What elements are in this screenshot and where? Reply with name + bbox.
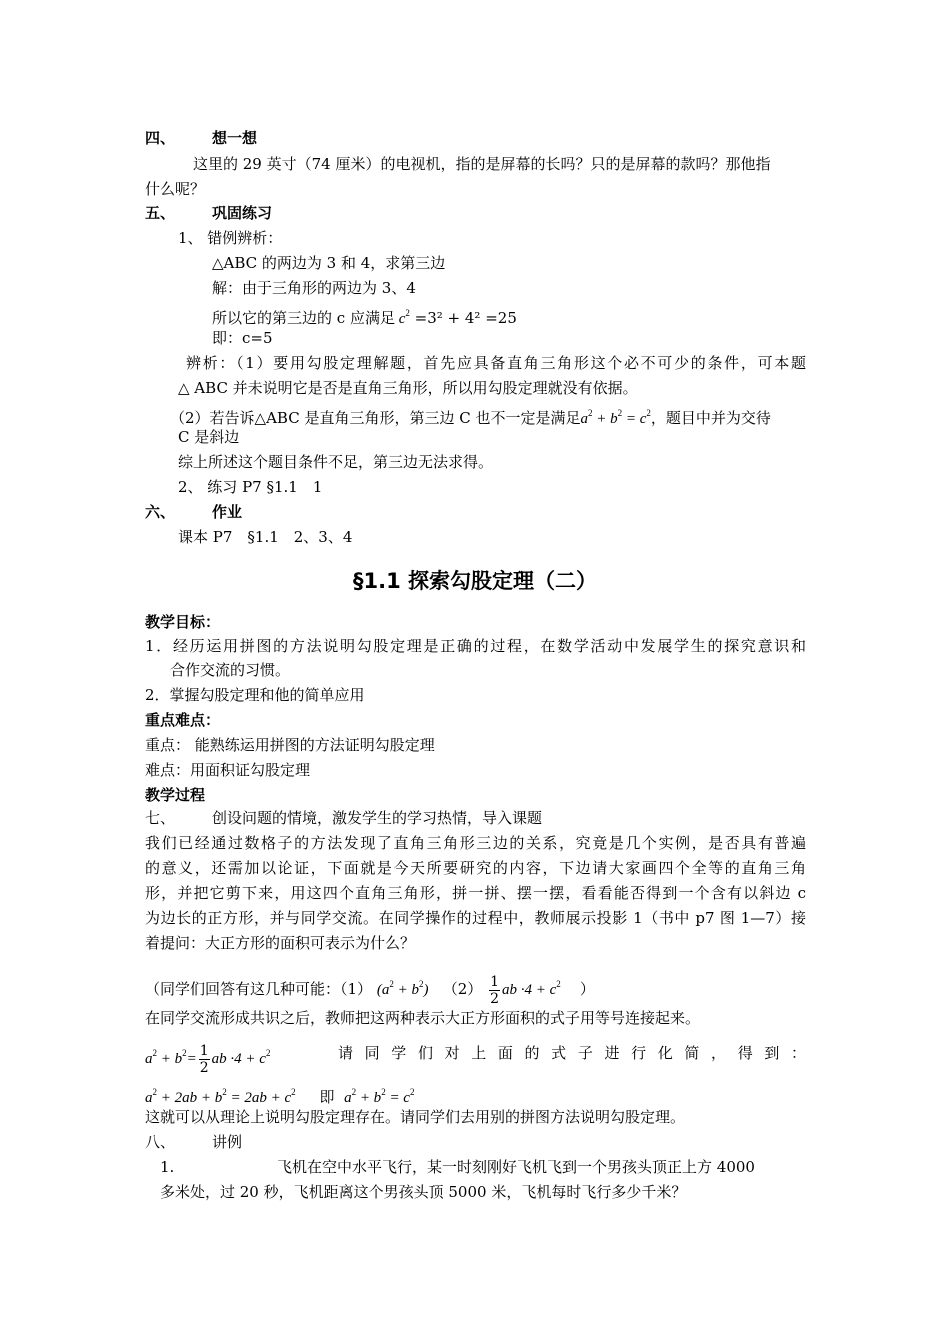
section-8-number: 八、: [145, 1133, 176, 1151]
question-1-line: 多米处，过 20 秒，飞机距离这个男孩头顶 5000 米，飞机每时飞行多少千米？: [160, 1183, 687, 1201]
exercise-1-solution: 解：由于三角形的两边为 3、4: [212, 279, 416, 297]
formula-pythagorean: $a^2 + b^2 = c^2$: [580, 408, 651, 427]
intro-line: 形，并把它剪下来，用这四个直角三角形，拼一拼、摆一摆，看看能否得到一个含有以斜边 c: [145, 884, 806, 902]
then-label: 即: [319, 1088, 335, 1106]
section-4-title: 想一想: [212, 129, 258, 147]
key-points-heading: 重点难点：: [145, 711, 221, 729]
equation-line: [145, 1035, 270, 1077]
paragraph-line: 这里的 29 英寸（74 厘米）的电视机，指的是屏幕的长吗？只的是屏幕的款吗？那他指: [193, 155, 771, 173]
answers-close: ）: [579, 980, 595, 998]
analysis-line: △ ABC 并未说明它是否是直角三角形，所以用勾股定理就没有依据。: [178, 379, 638, 397]
conclusion-line: 综上所述这个题目条件不足，第三边无法求得。: [178, 453, 494, 471]
exercise-1-so-line: [212, 303, 517, 329]
exercise-2: 2、 练习 P7 §1.1 1: [178, 478, 323, 496]
difficult-point: 难点：用面积证勾股定理: [145, 761, 311, 779]
section-6-title: 作业: [212, 503, 243, 521]
process-heading: 教学过程: [145, 786, 206, 804]
analysis-2-text: （2）若告诉△ABC 是直角三角形，第三边 C 也不一定是满足: [170, 409, 581, 427]
analysis-line-2: [170, 403, 771, 429]
exercise-1-so-expression: =3² + 4² =25: [414, 309, 517, 327]
section-6-number: 六、: [145, 503, 176, 521]
section-5-number: 五、: [145, 204, 176, 222]
intro-line: 为边长的正方形，并与同学交流。在同学操作的过程中，教师展示投影 1（书中 p7 图 1—7）接: [145, 909, 806, 927]
key-point: 重点： 能熟练运用拼图的方法证明勾股定理: [145, 736, 435, 754]
homework-line: 课本 P7 §1.1 2、3、4: [178, 528, 353, 546]
exercise-1-answer: 即：c=5: [212, 329, 273, 347]
formula-equation-rhs: ab $\cdot 4 + c^2$: [211, 1048, 271, 1067]
section-5-title: 巩固练习: [212, 204, 273, 222]
goal-line: 合作交流的习惯。: [170, 661, 291, 679]
intro-line: 的意义，还需加以论证，下面就是今天所要研究的内容，下边请大家画四个全等的直角三角: [145, 859, 806, 877]
exercise-1-so-text: 所以它的第三边的 c 应满足: [212, 309, 395, 327]
answers-text-2: （2）: [442, 980, 483, 998]
formula-result: $a^2 + b^2 = c^2$: [344, 1087, 415, 1106]
question-1-number: 1.: [160, 1158, 175, 1176]
answers-text: （同学们回答有这几种可能：（1）: [145, 980, 373, 998]
formula-answer-1: $(a^2 + b^2)$: [376, 979, 429, 998]
section-7-title: 创设问题的情境，激发学生的学习热情，导入课题: [212, 809, 543, 827]
section-8-title: 讲例: [212, 1133, 243, 1151]
analysis-2-text-end: ，题目中并为交待: [650, 409, 771, 427]
goal-line: 1．经历运用拼图的方法说明勾股定理是正确的过程，在数学活动中发展学生的探究意识和: [145, 637, 806, 655]
analysis-line: 辨析：（1）要用勾股定理解题，首先应具备直角三角形这个必不可少的条件，可本题: [186, 354, 806, 372]
intro-line: 着提问：大正方形的面积可表示为什么？: [145, 934, 416, 952]
intro-line: 我们已经通过数格子的方法发现了直角三角形三边的关系，究竟是几个实例，是否具有普遍: [145, 834, 806, 852]
section-7-number: 七、: [145, 809, 176, 827]
fraction-one-half: $\frac{1}{2}$: [490, 973, 500, 1007]
fraction-one-half: $\frac{1}{2}$: [199, 1042, 209, 1076]
formula-simplified: $a^2 + 2ab + b^2 = 2ab + c^2$: [145, 1087, 296, 1106]
consensus-line: 在同学交流形成共识之后，教师把这两种表示大正方形面积的式子用等号连接起来。: [145, 1009, 701, 1027]
section-4-number: 四、: [145, 129, 176, 147]
exercise-1-label: 1、 错例辨析：: [178, 229, 283, 247]
simplify-line: 请同学们对上面的式子进行化简，得到：: [338, 1044, 806, 1062]
analysis-line: C 是斜边: [178, 428, 240, 446]
answers-line: [145, 966, 595, 1008]
question-1-line: 飞机在空中水平飞行，某一时刻刚好飞机飞到一个男孩头顶正上方 4000: [277, 1158, 755, 1176]
exercise-1-question: △ABC 的两边为 3 和 4，求第三边: [212, 254, 446, 272]
formula-c-squared: $c^2$: [394, 308, 410, 327]
section-title: §1.1 探索勾股定理（二）: [352, 569, 597, 593]
formula-equation: $a^2 + b^2=$: [145, 1048, 197, 1067]
formula-answer-2: ab $\cdot 4 + c^2$: [502, 979, 561, 998]
simplified-line: [145, 1082, 414, 1108]
paragraph-line: 什么呢？: [145, 180, 206, 198]
proof-line: 这就可以从理论上说明勾股定理存在。请同学们去用别的拼图方法说明勾股定理。: [145, 1108, 686, 1126]
goals-heading: 教学目标：: [145, 613, 221, 631]
goal-line: 2．掌握勾股定理和他的简单应用: [145, 686, 365, 704]
